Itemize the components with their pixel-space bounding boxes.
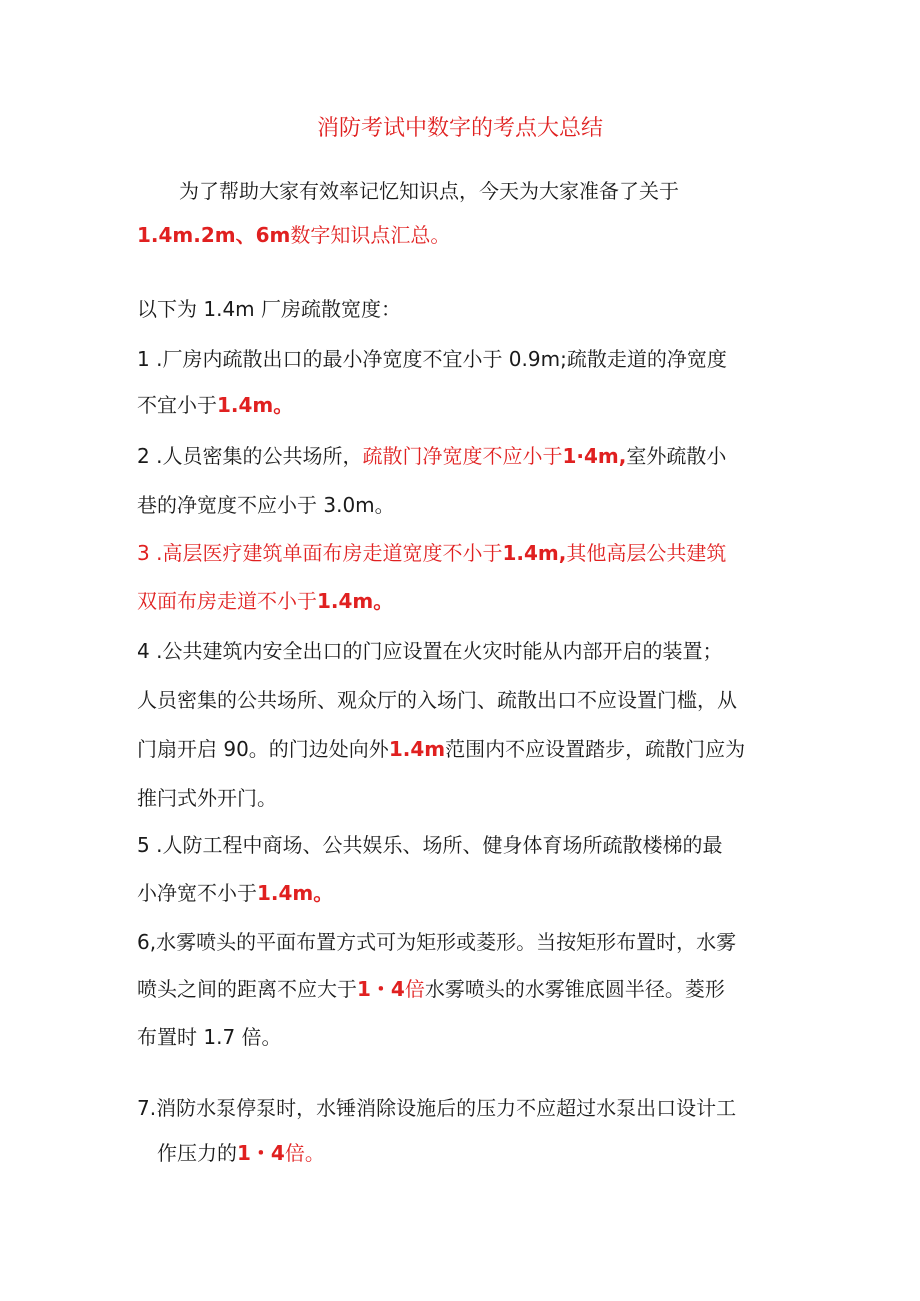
item-3-text-c: 双面布房走道不小于 <box>137 589 317 613</box>
item-7-highlight-unit: 倍。 <box>284 1141 325 1165</box>
item-2-tail: 室外疏散小 <box>626 444 727 468</box>
item-3-number-a: 1.4m, <box>502 541 567 565</box>
intro-highlight-numbers: 1.4m.2m、6m <box>137 223 291 247</box>
document-title: 消防考试中数字的考点大总结 <box>316 116 603 141</box>
item-1-highlight: 1.4m。 <box>217 393 294 417</box>
item-3-number-b: 1.4m。 <box>317 589 394 613</box>
item-4-line-3 <box>137 734 797 764</box>
item-6-text-a: 喷头之间的距离不应大于 <box>137 977 357 1001</box>
item-6-line-3: 布置时 1.7 倍。 <box>137 1025 282 1049</box>
item-4-highlight: 1.4m <box>388 737 446 761</box>
item-2-highlight-text: 疏散门净宽度不应小于 <box>362 444 563 468</box>
item-5-highlight: 1.4m。 <box>257 881 334 905</box>
item-4-text-b: 范围内不应设置踏步，疏散门应为 <box>445 737 746 761</box>
item-4-line-2: 人员密集的公共场所、观众厅的入场门、疏散出口不应设置门槛，从 <box>137 688 737 712</box>
item-4-line-4: 推闩式外开门。 <box>137 786 277 810</box>
item-2-line-1 <box>137 441 797 471</box>
item-3-text-b: 其他高层公共建筑 <box>566 541 727 565</box>
item-7-text: 作压力的 <box>157 1141 237 1165</box>
item-2-highlight-number: 1·4m, <box>562 444 627 468</box>
item-1-line-1: 1 .厂房内疏散出口的最小净宽度不宜小于 0.9m;疏散走道的净宽度 <box>137 347 727 371</box>
item-7-line-1: 7.消防水泵停泵时，水锤消除设施后的压力不应超过水泵出口设计工 <box>137 1096 737 1120</box>
item-6-highlight-number: 1・4 <box>357 977 405 1001</box>
item-6-line-2 <box>137 974 797 1004</box>
item-5-line-1: 5 .人防工程中商场、公共娱乐、场所、健身体育场所疏散楼梯的最 <box>137 833 723 857</box>
intro-line-2 <box>137 220 797 250</box>
item-5-line-2 <box>137 878 797 908</box>
item-3-text-a: 3 .高层医疗建筑单面布房走道宽度不小于 <box>137 541 503 565</box>
item-3-line-2 <box>137 586 797 616</box>
item-2-text: 2 .人员密集的公共场所， <box>137 444 363 468</box>
item-4-line-1: 4 .公共建筑内安全出口的门应设置在火灾时能从内部开启的装置； <box>137 639 723 663</box>
item-7-line-2 <box>137 1138 797 1168</box>
item-5-text: 小净宽不小于 <box>137 881 257 905</box>
item-1-text: 不宜小于 <box>137 393 217 417</box>
item-6-highlight-unit: 倍 <box>404 977 425 1001</box>
item-6-line-1: 6,水雾喷头的平面布置方式可为矩形或菱形。当按矩形布置时，水雾 <box>137 930 737 954</box>
intro-text: 为了帮助大家有效率记忆知识点，今天为大家准备了关于 <box>179 179 679 203</box>
intro-line-1 <box>137 176 797 206</box>
item-6-text-b: 水雾喷头的水雾锥底圆半径。菱形 <box>424 977 725 1001</box>
item-2-line-2: 巷的净宽度不应小于 3.0m。 <box>137 493 395 517</box>
section-heading: 以下为 1.4m 厂房疏散宽度： <box>137 297 402 321</box>
item-3-line-1 <box>137 538 797 568</box>
item-1-line-2 <box>137 390 797 420</box>
intro-highlight-text: 数字知识点汇总。 <box>290 223 451 247</box>
item-4-text-a: 门扇开启 90。的门边处向外 <box>137 737 389 761</box>
item-7-highlight-number: 1・4 <box>237 1141 285 1165</box>
